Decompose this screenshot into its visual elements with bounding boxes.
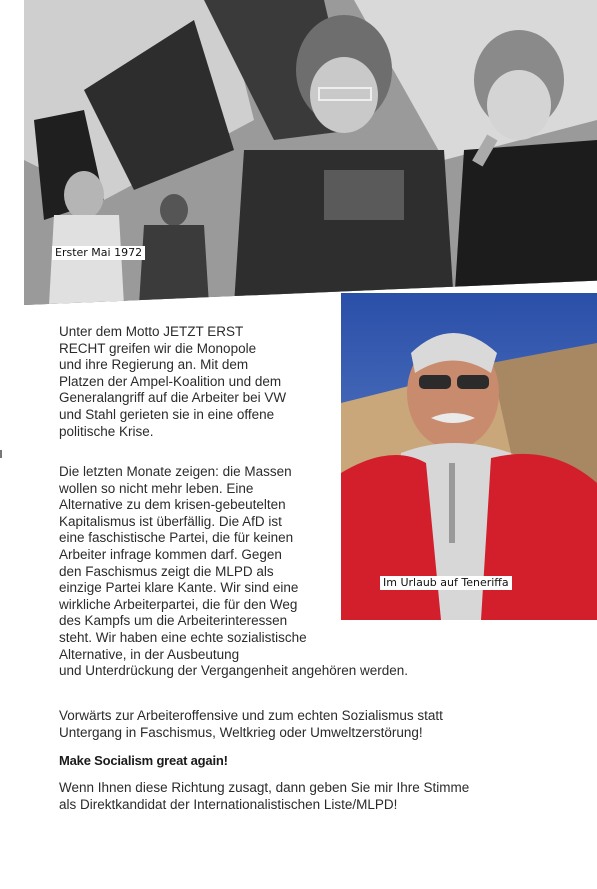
text-line: Alternative zu dem krisen-gebeutelten — [59, 497, 286, 513]
text-line: politische Krise. — [59, 423, 154, 439]
text-line: und Unterdrückung der Vergangenheit angehören werden. — [59, 663, 409, 679]
text-line: Platzen der Ampel-Koalition und dem — [59, 373, 282, 389]
text-line: als Direktkandidat der Internationalistischen Liste/MLPD! — [59, 796, 398, 812]
text-line: eine faschistische Partei, die für keinen — [59, 530, 294, 546]
text-line: wollen so nicht mehr leben. Eine — [59, 480, 254, 496]
text-line: den Faschismus zeigt die MLPD als — [59, 563, 274, 579]
text-line: steht. Wir haben eine echte sozialistische — [59, 629, 307, 645]
text-line: Untergang in Faschismus, Weltkrieg oder Umweltzerstörung! — [59, 724, 423, 740]
top-photo-caption: Erster Mai 1972 — [52, 246, 145, 260]
page-margin-mark — [0, 450, 2, 458]
vote-paragraph — [59, 780, 469, 813]
crisis-paragraph — [59, 464, 408, 680]
text-line: und ihre Regierung an. Mit dem — [59, 357, 249, 373]
text-line: Unter dem Motto JETZT ERST — [59, 324, 244, 339]
right-photo-caption: Im Urlaub auf Teneriffa — [380, 576, 512, 590]
slogan-heading: Make Socialism great again! — [59, 753, 228, 768]
call-paragraph — [59, 708, 443, 741]
text-line: Vorwärts zur Arbeiteroffensive und zum echten Sozialismus statt — [59, 708, 443, 723]
text-line: RECHT greifen wir die Monopole — [59, 340, 257, 356]
text-line: und Stahl gerieten sie in eine offene — [59, 406, 275, 422]
text-line: wirkliche Arbeiterpartei, die für den Weg — [59, 596, 298, 612]
text-line: Arbeiter infrage kommen darf. Gegen — [59, 546, 282, 562]
text-line: Die letzten Monate zeigen: die Massen — [59, 464, 292, 479]
text-line: des Kampfs um die Arbeiterinteressen — [59, 613, 288, 629]
text-line: Generalangriff auf die Arbeiter bei VW — [59, 390, 287, 406]
intro-paragraph — [59, 324, 286, 440]
text-line: Alternative, in der Ausbeutung — [59, 646, 240, 662]
text-line: Kapitalismus ist überfällig. Die AfD ist — [59, 513, 282, 529]
text-line: Wenn Ihnen diese Richtung zusagt, dann geben Sie mir Ihre Stimme — [59, 780, 470, 795]
text-line: einzige Partei klare Kante. Wir sind eine — [59, 580, 299, 596]
